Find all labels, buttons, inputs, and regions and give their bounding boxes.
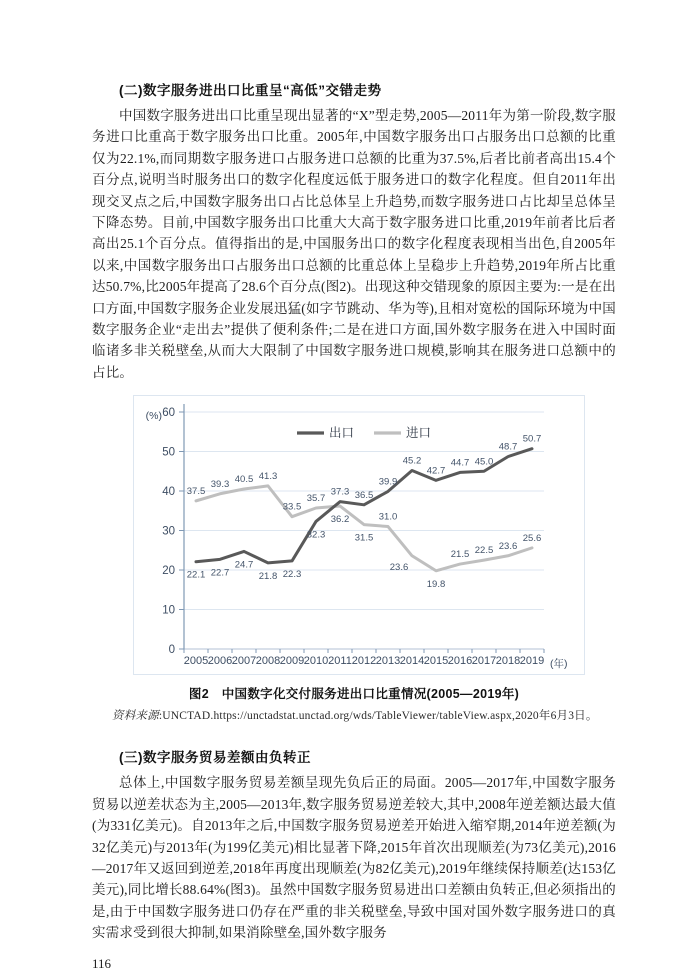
svg-text:33.5: 33.5: [282, 501, 302, 513]
svg-text:48.7: 48.7: [498, 441, 518, 453]
svg-text:2008: 2008: [255, 655, 281, 668]
svg-text:42.7: 42.7: [426, 465, 446, 477]
svg-text:20: 20: [162, 565, 175, 578]
svg-text:2005: 2005: [183, 655, 209, 668]
chart-canvas: [134, 396, 586, 676]
svg-text:2010: 2010: [303, 655, 329, 668]
paragraph-section-3: 总体上,中国数字服务贸易差额呈现先负后正的局面。2005—2017年,中国数字服务贸易以逆差状态为主,2005—2013年,数字服务贸易逆差较大,其中,2008年逆差额达最大值(为331亿美元)。自2013年之后,中国数字服务贸易逆差开始进入缩窄期,2014年逆差额(为32亿美元)与2013年(为199亿美元)相比显著下降,2015年首次出现顺差(为73亿美元),2016—2017年又返回到逆差,2018年再度出现顺差(为82亿美元),2019年继续保持顺差(达153亿美元),同比增长88.64%(图3)。虽然中国数字服务贸易进出口差额由负转正,但必须指出的是,由于中国数字服务进口仍存在严重的非关税壁垒,导致中国对国外数字服务进口的真实需求受到很大抑制,如果消除壁垒,国外数字服务: [92, 775, 616, 941]
figure-caption: 图2 中国数字化交付服务进出口比重情况(2005—2019年): [188, 687, 520, 702]
svg-text:22.7: 22.7: [210, 567, 230, 579]
section-heading-3: (三)数字服务贸易差额由负转正: [119, 750, 311, 766]
content-column: [92, 80, 616, 972]
svg-text:24.7: 24.7: [234, 559, 254, 571]
source-label: 资料来源: [112, 710, 159, 723]
svg-text:0: 0: [168, 644, 175, 657]
svg-text:2016: 2016: [447, 655, 473, 668]
svg-text:32.3: 32.3: [306, 529, 326, 541]
paragraph-section-2: 中国数字服务进出口比重呈现出显著的“X”型走势,2005—2011年为第一阶段,数字服务进口比重高于数字服务出口比重。2005年,中国数字服务出口占服务出口总额的比重仅为22.1%,而同期数字服务进口占服务进口总额的比重为37.5%,后者比前者高出15.4个百分点,说明当时服务出口的数字化程度远低于服务进口的数字化程度。但自2011年出现交叉点之后,中国数字服务出口占比总体呈上升趋势,而数字服务进口占比却呈总体呈下降态势。目前,中国数字服务出口比重大大高于数字服务进口比重,2019年前者比后者高出25.1个百分点。值得指出的是,中国服务出口的数字化程度表现相当出色,自2005年以来,中国数字服务出口占服务出口总额的比重总体上呈稳步上升趋势,2019年所占比重达50.7%,比2005年提高了28.6个百分点(图2)。出现这种交错现象的原因主要为:一是在出口方面,中国数字服务企业发展迅猛(如字节跳动、华为等),且相对宽松的国际环境为中国数字服务企业“走出去”提供了便利条件;二是在进口方面,国外数字服务在进入中国时面临诸多非关税壁垒,从而大大限制了中国数字服务进口规模,影响其在服务进口总额中的占比。: [92, 108, 616, 380]
svg-text:22.1: 22.1: [186, 569, 206, 581]
figure-source: [92, 707, 616, 723]
svg-text:31.0: 31.0: [378, 511, 398, 523]
svg-text:2012: 2012: [351, 655, 377, 668]
svg-text:23.6: 23.6: [389, 562, 409, 574]
svg-text:2015: 2015: [423, 655, 449, 668]
svg-text:2013: 2013: [375, 655, 401, 668]
svg-text:37.3: 37.3: [330, 486, 350, 498]
svg-text:40: 40: [162, 486, 175, 499]
svg-text:40.5: 40.5: [234, 474, 254, 486]
svg-text:36.2: 36.2: [330, 514, 350, 526]
svg-text:进口: 进口: [406, 426, 432, 441]
figure-2: [92, 395, 616, 723]
svg-text:出口: 出口: [329, 426, 355, 441]
svg-text:39.9: 39.9: [378, 476, 398, 488]
svg-text:2007: 2007: [231, 655, 257, 668]
svg-text:25.6: 25.6: [522, 533, 542, 545]
svg-text:37.5: 37.5: [186, 486, 206, 498]
svg-text:19.8: 19.8: [426, 579, 446, 591]
svg-text:2006: 2006: [207, 655, 233, 668]
source-text: :UNCTAD.https://unctadstat.unctad.org/wds/TableViewer/tableView.aspx,2020年6月3日。: [158, 710, 598, 723]
svg-text:21.8: 21.8: [258, 571, 278, 583]
svg-text:2009: 2009: [279, 655, 305, 668]
page-number: 116: [92, 955, 112, 971]
svg-text:2014: 2014: [399, 655, 425, 668]
svg-text:44.7: 44.7: [450, 457, 470, 469]
svg-text:35.7: 35.7: [306, 493, 326, 505]
svg-text:(年): (年): [550, 658, 568, 671]
svg-text:60: 60: [162, 407, 175, 420]
svg-text:31.5: 31.5: [354, 532, 374, 544]
svg-text:36.5: 36.5: [354, 490, 374, 502]
svg-text:23.6: 23.6: [498, 541, 518, 553]
svg-text:50: 50: [162, 446, 175, 459]
svg-text:50.7: 50.7: [522, 434, 542, 446]
svg-text:2019: 2019: [519, 655, 545, 668]
svg-text:22.5: 22.5: [474, 545, 494, 557]
svg-text:2018: 2018: [495, 655, 521, 668]
svg-text:45.0: 45.0: [474, 456, 494, 468]
svg-text:45.2: 45.2: [402, 455, 422, 467]
svg-text:41.3: 41.3: [258, 471, 278, 483]
svg-text:2011: 2011: [328, 655, 352, 668]
svg-text:21.5: 21.5: [450, 549, 470, 561]
svg-text:22.3: 22.3: [282, 569, 302, 581]
svg-text:39.3: 39.3: [210, 479, 230, 491]
svg-text:30: 30: [162, 525, 175, 538]
svg-text:2017: 2017: [471, 655, 497, 668]
line-chart-export-import-share: [133, 395, 585, 675]
svg-text:10: 10: [162, 604, 175, 617]
section-heading-2: (二)数字服务进出口比重呈“高低”交错走势: [119, 83, 382, 98]
svg-text:(%): (%): [145, 410, 162, 423]
